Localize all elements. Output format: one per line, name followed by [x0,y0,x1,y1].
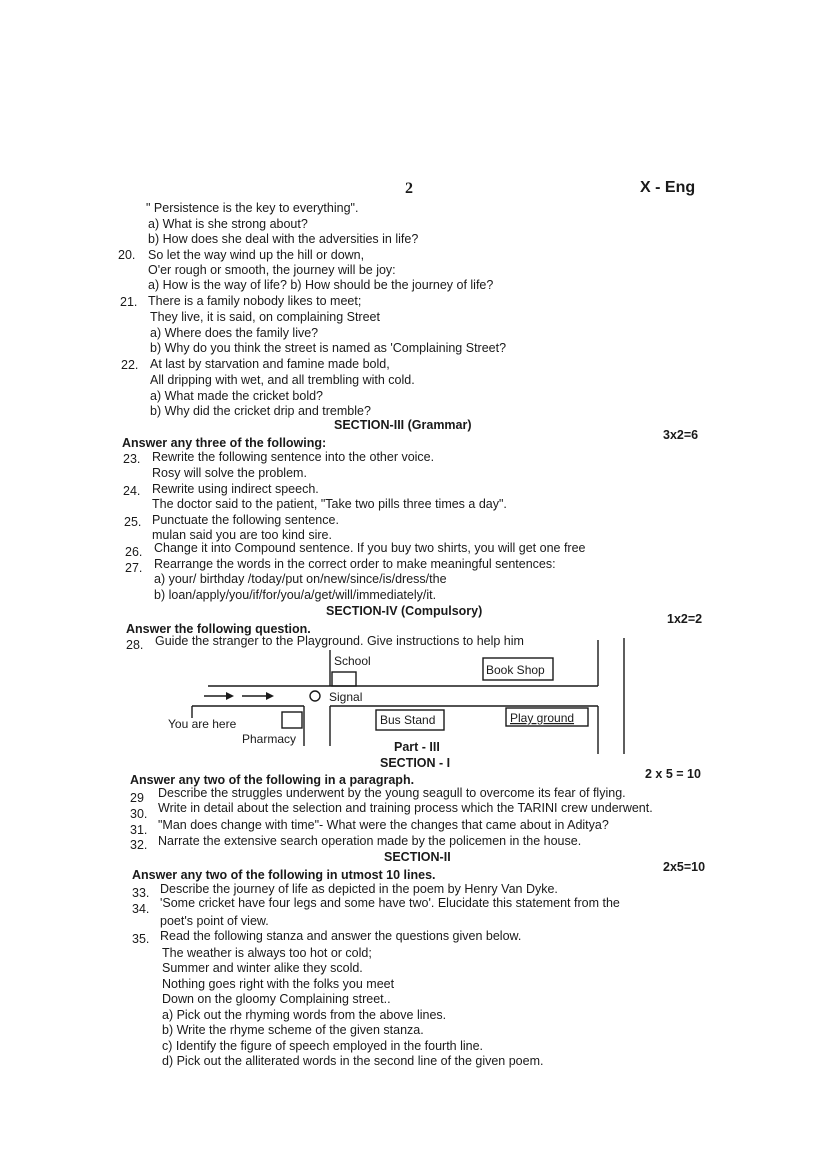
question-number: 35. [132,932,150,946]
poem-line: So let the way wind up the hill or down, [148,248,365,262]
question-text: mulan said you are too kind sire. [152,528,332,542]
question-text: Rewrite using indirect speech. [152,482,319,496]
poem-line: O'er rough or smooth, the journey will be joy: [148,263,396,277]
pharmacy-building [282,712,302,728]
question-text: Describe the struggles underwent by the young seagull to overcome its fear of flying. [158,786,626,800]
question-text: Guide the stranger to the Playground. Give instructions to help him [155,634,524,648]
question-number: 26. [125,545,143,559]
question-number: 27. [125,561,143,575]
section-marks: 2 x 5 = 10 [645,767,701,781]
poem-line: Summer and winter alike they scold. [162,961,363,975]
question-number: 23. [123,452,141,466]
poem-line: They live, it is said, on complaining Street [150,310,380,324]
question-number: 24. [123,484,141,498]
section-marks: 2x5=10 [663,860,706,874]
question-text: Write in detail about the selection and training process which the TARINI crew underwent. [158,801,653,815]
arrow-head [266,692,274,700]
poem-line: Down on the gloomy Complaining street.. [162,992,391,1006]
question-number: 30. [130,807,148,821]
question-text: Punctuate the following sentence. [152,513,339,527]
question-text: b) loan/apply/you/if/for/you/a/get/will/immediately/it. [154,588,437,602]
sub-question: b) Write the rhyme scheme of the given stanza. [162,1023,424,1037]
section-instruction: Answer the following question. [126,622,311,636]
sub-question: b) Why do you think the street is named as 'Complaining Street? [150,341,507,355]
section-title: SECTION-III (Grammar) [334,418,472,432]
section-marks: 1x2=2 [667,612,703,626]
question-number: 34. [132,902,150,916]
school-building [332,672,356,686]
label-you-are-here: You are here [168,717,237,731]
question-text: poet's point of view. [160,914,269,928]
poem-line: All dripping with wet, and all trembling with cold. [150,373,415,387]
section-instruction: Answer any three of the following: [122,436,327,450]
page-number: 2 [405,180,413,197]
label-bus-stand: Bus Stand [380,713,436,727]
sub-question: a) What is she strong about? [148,217,308,231]
section-instruction: Answer any two of the following in a paragraph. [130,773,415,787]
section-marks: 3x2=6 [663,428,699,442]
sub-question: b) Why did the cricket drip and tremble? [150,404,371,418]
poem-line: The weather is always too hot or cold; [162,946,372,960]
label-book-shop: Book Shop [486,663,545,677]
question-text: a) your/ birthday /today/put on/new/since/is/dress/the [154,572,447,586]
question-number: 22. [121,358,139,372]
section-title: SECTION-II [384,850,451,864]
question-text: Describe the journey of life as depicted in the poem by Henry Van Dyke. [160,882,558,896]
question-text: Rosy will solve the problem. [152,466,307,480]
part-title: Part - III [394,740,440,754]
sub-question: c) Identify the figure of speech employed in the fourth line. [162,1039,484,1053]
question-number: 32. [130,838,148,852]
quote-line: " Persistence is the key to everything". [146,201,359,215]
question-number: 29 [130,791,144,805]
question-text: Change it into Compound sentence. If you buy two shirts, you will get one free [154,541,586,555]
label-pharmacy: Pharmacy [242,732,297,746]
label-play-ground: Play ground [510,711,575,725]
sub-question: d) Pick out the alliterated words in the second line of the given poem. [162,1054,544,1068]
arrow-head [226,692,234,700]
section-title: SECTION-IV (Compulsory) [326,604,483,618]
section-instruction: Answer any two of the following in utmost 10 lines. [132,868,436,882]
question-text: The doctor said to the patient, "Take two pills three times a day". [152,497,507,511]
poem-line: At last by starvation and famine made bold, [150,357,390,371]
sub-question: b) How does she deal with the adversities in life? [148,232,419,246]
question-number: 31. [130,823,148,837]
question-number: 21. [120,295,138,309]
route-map [160,636,640,756]
question-number: 25. [124,515,142,529]
question-number: 20. [118,248,136,262]
label-signal: Signal [329,690,363,704]
signal-icon [310,691,320,701]
question-text: Narrate the extensive search operation made by the policemen in the house. [158,834,582,848]
question-number: 33. [132,886,150,900]
section-title: SECTION - I [380,756,451,770]
poem-line: There is a family nobody likes to meet; [148,294,362,308]
question-text: 'Some cricket have four legs and some have two'. Elucidate this statement from the [160,896,620,910]
poem-line: Nothing goes right with the folks you meet [162,977,395,991]
question-text: "Man does change with time"- What were the changes that came about in Aditya? [158,818,609,832]
sub-question: a) Where does the family live? [150,326,319,340]
subject-code: X - Eng [640,179,696,196]
question-text: Rearrange the words in the correct order to make meaningful sentences: [154,557,556,571]
label-school: School [334,654,371,668]
sub-question: a) How is the way of life? b) How should be the journey of life? [148,278,494,292]
sub-question: a) Pick out the rhyming words from the above lines. [162,1008,447,1022]
question-number: 28. [126,638,144,652]
sub-question: a) What made the cricket bold? [150,389,323,403]
question-text: Rewrite the following sentence into the other voice. [152,450,435,464]
question-text: Read the following stanza and answer the questions given below. [160,929,522,943]
